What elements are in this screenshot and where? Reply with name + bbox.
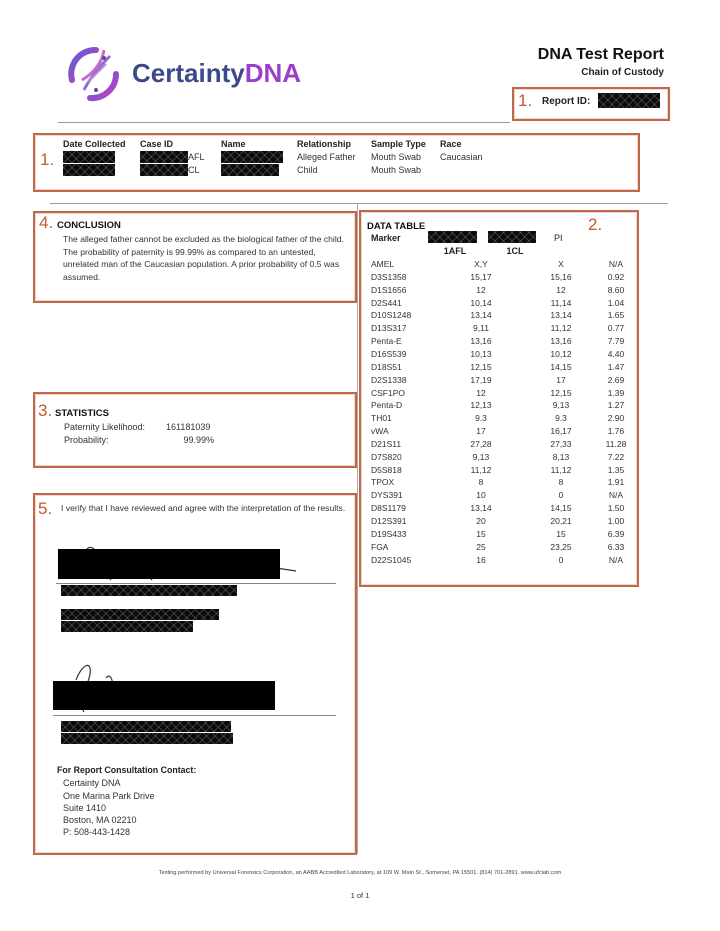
- alleged-father-cell: 8: [478, 477, 484, 488]
- subjects-marker: 1.: [40, 150, 55, 169]
- marker-cell: FGA: [371, 541, 389, 552]
- pi-cell: 6.39: [607, 528, 625, 539]
- alleged-father-cell: 25: [476, 541, 486, 552]
- column-divider: [357, 204, 358, 854]
- child-cell: 15,16: [550, 271, 572, 282]
- marker-cell: CSF1PO: [371, 387, 406, 398]
- marker-cell: D19S433: [371, 528, 407, 539]
- child-cell: 8,13: [552, 451, 570, 462]
- child-cell: 15: [556, 528, 566, 539]
- pi-cell: 8.60: [607, 284, 625, 295]
- case-id-redacted-1: [140, 151, 188, 163]
- child-cell: 13,16: [550, 336, 572, 347]
- marker-cell: D16S539: [371, 348, 407, 359]
- data-table-row: [371, 400, 641, 412]
- marker-cell: D22S1045: [371, 554, 412, 565]
- child-cell: 11,14: [550, 297, 572, 308]
- footer-testing-note: Testing performed by Universal Forensics Corporation, an AABB Accredited Laboratory, at 109 W. Main St., Somerset, PA 15501. (814) 701-2891. www.ufclab.com: [158, 870, 562, 876]
- child-name-redacted: [488, 231, 536, 243]
- col-date-collected: Date Collected: [63, 139, 126, 149]
- probability-value: 99.99%: [183, 435, 214, 445]
- alleged-father-cell: 13,16: [470, 336, 492, 347]
- conclusion-title: CONCLUSION: [57, 220, 121, 231]
- alleged-father-cell: 15: [476, 528, 486, 539]
- alleged-father-cell: 11,12: [470, 464, 492, 475]
- child-cell: 16,17: [550, 426, 572, 437]
- alleged-father-cell: 12,13: [470, 400, 492, 411]
- pi-cell: 1.27: [607, 400, 625, 411]
- alleged-father-cell: 17: [476, 426, 486, 437]
- marker-cell: vWA: [371, 426, 389, 437]
- sample-type-2: Mouth Swab: [371, 165, 422, 175]
- alleged-father-cell: 10,14: [470, 297, 492, 308]
- marker-cell: Penta-E: [371, 336, 402, 347]
- data-table-row: [371, 323, 641, 335]
- pi-cell: 7.79: [607, 336, 625, 347]
- data-table-row: [371, 375, 641, 387]
- col-sample-type: Sample Type: [371, 139, 426, 149]
- signer-redacted-2b: [61, 733, 233, 744]
- child-cell: 10,12: [550, 348, 572, 359]
- alleged-father-cell: 9,11: [473, 323, 489, 334]
- child-cell: 9.3: [555, 413, 567, 424]
- contact-line-1: Certainty DNA: [63, 778, 121, 788]
- pi-cell: N/A: [608, 259, 624, 269]
- marker-cell: D18S51: [371, 361, 402, 372]
- likelihood-value: 161181039: [166, 422, 211, 432]
- marker-cell: D13S317: [371, 323, 407, 334]
- child-cell: 27,33: [550, 438, 572, 449]
- child-cell: 9,13: [552, 400, 570, 411]
- marker-cell: D5S818: [371, 464, 402, 475]
- signature-redacted-2: [53, 681, 275, 710]
- marker-cell: TPOX: [371, 477, 395, 488]
- data-table-row: [371, 362, 641, 374]
- marker-cell: D2S1338: [371, 374, 407, 385]
- race-1: Caucasian: [440, 152, 483, 162]
- header-divider: [58, 122, 510, 123]
- pi-cell: 11.28: [605, 438, 627, 449]
- signer-title-redacted-1b: [61, 621, 193, 632]
- col-name: Name: [221, 139, 246, 149]
- conclusion-marker: 4.: [39, 213, 54, 232]
- pi-cell: 1.76: [607, 426, 625, 437]
- data-table-row: [371, 516, 641, 528]
- alleged-father-cell: 10,13: [470, 348, 492, 359]
- alleged-father-name-redacted: [428, 231, 477, 243]
- data-table-row: [371, 336, 641, 348]
- signature-redacted-1: [58, 549, 280, 579]
- pi-cell: 6.33: [607, 541, 625, 552]
- alleged-father-cell: 9,13: [472, 451, 490, 462]
- pi-cell: 0.92: [607, 271, 625, 282]
- pi-cell: 2.90: [607, 413, 625, 424]
- col-race: Race: [440, 139, 462, 149]
- logo-text-certainty: Certainty: [132, 58, 245, 88]
- signer-redacted-2a: [61, 721, 231, 732]
- data-table-row: [371, 490, 641, 502]
- signature-line-2: [53, 715, 336, 716]
- sub-af: 1AFL: [443, 246, 467, 256]
- child-cell: 17: [556, 374, 566, 385]
- data-table-row: [371, 529, 641, 541]
- alleged-father-cell: 10: [476, 490, 486, 501]
- data-table-row: [371, 310, 641, 322]
- pi-cell: 1.35: [607, 464, 625, 475]
- data-table-row: [371, 555, 641, 567]
- data-table-row: [371, 542, 641, 554]
- marker-cell: D12S391: [371, 516, 407, 526]
- child-cell: 11,12: [550, 464, 572, 475]
- date-redacted-2: [63, 164, 115, 176]
- contact-line-5: P: 508-443-1428: [63, 827, 131, 837]
- report-id-marker: 1.: [518, 91, 533, 110]
- child-cell: 20,21: [550, 516, 572, 526]
- statistics-title: STATISTICS: [55, 408, 110, 419]
- child-cell: 11,12: [550, 323, 572, 334]
- pi-cell: 4.40: [607, 348, 625, 359]
- marker-cell: TH01: [371, 413, 392, 424]
- marker-cell: D21S11: [371, 438, 402, 449]
- data-table-row: [371, 388, 641, 400]
- page-number: 1 of 1: [350, 891, 370, 900]
- contact-line-3: Suite 1410: [63, 803, 107, 813]
- alleged-father-cell: 13,14: [470, 503, 492, 514]
- data-table-row: [371, 452, 641, 464]
- alleged-father-cell: 9.3: [475, 413, 487, 424]
- pi-cell: 0.77: [607, 323, 625, 334]
- pi-cell: N/A: [608, 554, 624, 565]
- name-redacted-2: [221, 164, 279, 176]
- col-case-id: Case ID: [140, 139, 174, 149]
- probability-label: Probability:: [64, 435, 109, 445]
- verification-marker: 5.: [38, 499, 53, 518]
- case-id-redacted-2: [140, 164, 188, 176]
- col-marker: Marker: [371, 233, 401, 243]
- child-cell: 8: [558, 477, 564, 488]
- alleged-father-cell: 16: [476, 554, 486, 565]
- data-table-row: [371, 465, 641, 477]
- sub-c: 1CL: [506, 246, 524, 256]
- alleged-father-cell: 20: [476, 516, 486, 526]
- logo-text-dna: DNA: [244, 58, 302, 88]
- contact-title: For Report Consultation Contact:: [57, 765, 197, 775]
- data-table-row: [371, 349, 641, 361]
- child-cell: 0: [558, 554, 564, 565]
- child-cell: 13,14: [550, 310, 572, 321]
- marker-cell: D1S1656: [371, 284, 407, 295]
- alleged-father-cell: 12,15: [470, 361, 492, 372]
- alleged-father-cell: X,Y: [474, 259, 488, 269]
- alleged-father-cell: 27,28: [470, 438, 492, 449]
- marker-cell: D2S441: [371, 297, 402, 308]
- pi-cell: 1.65: [607, 310, 625, 321]
- pi-cell: 1.91: [607, 477, 625, 488]
- col-pi: PI: [554, 233, 563, 243]
- child-cell: 12: [556, 284, 566, 295]
- conclusion-text: The alleged father cannot be excluded as the biological father of the child. The probability of paternity is 99.99% as compared to an untested, unrelated man of the Caucasian population. A prior probability of 0.5 was assumed.: [63, 234, 344, 282]
- data-table-row: [371, 298, 641, 310]
- marker-cell: Penta-D: [371, 400, 403, 411]
- marker-cell: DYS391: [371, 490, 403, 501]
- child-cell: 23,25: [550, 541, 572, 552]
- alleged-father-cell: 13,14: [470, 310, 492, 321]
- data-table-row: [371, 439, 641, 451]
- contact-line-2: One Marina Park Drive: [63, 791, 155, 801]
- pi-cell: 1.50: [607, 503, 625, 514]
- date-redacted-1: [63, 151, 115, 163]
- marker-cell: D3S1358: [371, 271, 407, 282]
- data-table-row: [371, 285, 641, 297]
- pi-cell: 1.00: [607, 516, 625, 526]
- signer-redacted-1: [61, 585, 237, 596]
- data-table-body: [371, 259, 641, 569]
- pi-cell: 1.39: [607, 387, 625, 398]
- data-table-row: [371, 272, 641, 284]
- data-table-row: [371, 413, 641, 425]
- alleged-father-cell: 12: [476, 387, 486, 398]
- marker-cell: D7S820: [371, 451, 402, 462]
- data-table-row: [371, 477, 641, 489]
- data-table-title: DATA TABLE: [367, 221, 426, 232]
- pi-cell: 7.22: [607, 451, 625, 462]
- pi-cell: N/A: [608, 490, 624, 501]
- data-table-row: [371, 259, 641, 271]
- signature-line-1: [56, 583, 336, 584]
- marker-cell: D8S1179: [371, 503, 406, 514]
- likelihood-label: Paternity Likelihood:: [64, 422, 146, 432]
- child-cell: 14,15: [550, 503, 572, 514]
- child-cell: X: [558, 259, 564, 269]
- sample-type-1: Mouth Swab: [371, 152, 422, 162]
- alleged-father-cell: 15,17: [470, 271, 492, 282]
- report-title: DNA Test Report: [537, 46, 664, 63]
- verification-text: I verify that I have reviewed and agree with the interpretation of the results.: [61, 503, 346, 513]
- data-table-row: [371, 426, 641, 438]
- pi-cell: 1.47: [607, 361, 625, 372]
- report-subtitle: Chain of Custody: [581, 67, 664, 78]
- relationship-2: Child: [297, 165, 318, 175]
- contact-line-4: Boston, MA 02210: [63, 815, 137, 825]
- logo: [60, 40, 320, 110]
- report-id-label: Report ID:: [542, 96, 591, 107]
- data-table-row: [371, 503, 641, 515]
- signer-title-redacted-1a: [61, 609, 219, 620]
- alleged-father-cell: 17,19: [470, 374, 492, 385]
- dna-helix-icon: [60, 40, 126, 106]
- section-divider: [50, 203, 668, 204]
- relationship-1: Alleged Father: [297, 152, 356, 162]
- data-table-marker: 2.: [588, 215, 603, 234]
- pi-cell: 2.69: [607, 374, 625, 385]
- child-cell: 14,15: [550, 361, 572, 372]
- child-cell: 0: [558, 490, 564, 501]
- col-relationship: Relationship: [297, 139, 352, 149]
- child-cell: 12,15: [550, 387, 572, 398]
- alleged-father-cell: 12: [476, 284, 486, 295]
- statistics-marker: 3.: [38, 401, 53, 420]
- case-suffix-1: AFL: [188, 152, 205, 162]
- report-id-redacted: [598, 93, 660, 108]
- case-suffix-2: CL: [188, 165, 200, 175]
- name-redacted-1: [221, 151, 283, 163]
- pi-cell: 1.04: [607, 297, 625, 308]
- marker-cell: D10S1248: [371, 310, 412, 321]
- marker-cell: AMEL: [371, 259, 395, 269]
